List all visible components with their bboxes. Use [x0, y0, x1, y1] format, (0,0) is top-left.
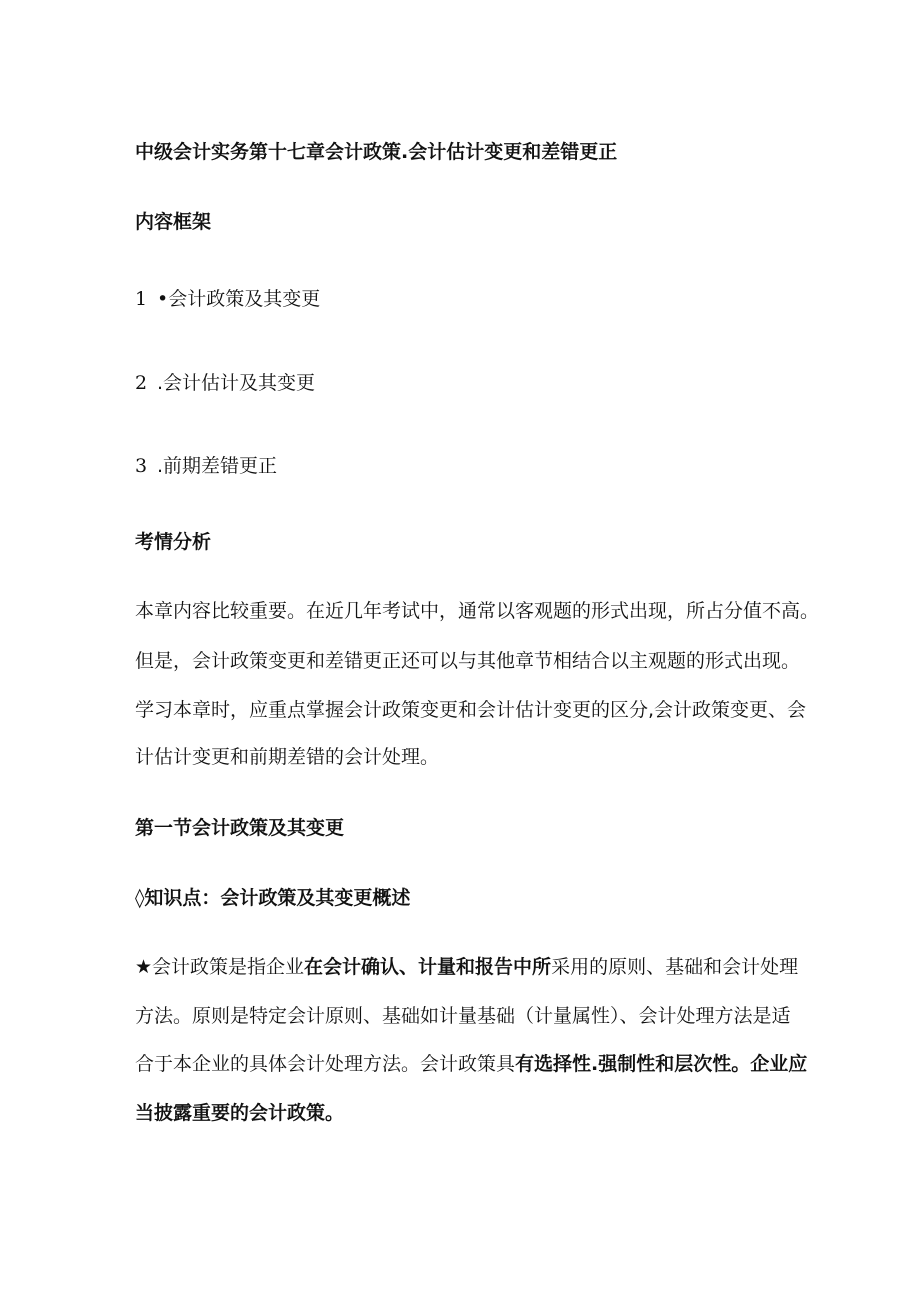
knowledge-text: ★会计政策是指企业 — [135, 956, 305, 978]
framework-heading: 内容框架 — [135, 211, 212, 233]
knowledge-line-1 — [135, 955, 798, 979]
list-number: 1 — [135, 288, 148, 310]
knowledge-line-3 — [135, 1052, 807, 1076]
list-number: 2 — [135, 372, 148, 394]
knowledge-emphasis: 有选择性.强制性和层次性。企业应 — [515, 1053, 808, 1075]
knowledge-text: 采用的原则、基础和会计处理 — [551, 956, 799, 978]
framework-item-1 — [135, 287, 320, 311]
list-text: .会计估计及其变更 — [157, 372, 316, 394]
knowledge-emphasis: 在会计确认、计量和报告中所 — [304, 956, 552, 978]
document-title: 中级会计实务第十七章会计政策.会计估计变更和差错更正 — [135, 141, 618, 163]
list-text: .前期差错更正 — [157, 455, 278, 477]
analysis-line-3: 学习本章时，应重点掌握会计政策变更和会计估计变更的区分,会计政策变更、会 — [135, 699, 807, 721]
framework-item-3 — [135, 454, 277, 478]
list-text: •会计政策及其变更 — [157, 288, 321, 310]
section1-heading: 第一节会计政策及其变更 — [135, 817, 345, 839]
analysis-heading: 考情分析 — [135, 531, 212, 553]
knowledge-heading: ◊知识点：会计政策及其变更概述 — [135, 887, 411, 909]
framework-item-2 — [135, 371, 315, 395]
knowledge-line-4: 当披露重要的会计政策。 — [135, 1102, 345, 1124]
analysis-line-2: 但是，会计政策变更和差错更正还可以与其他章节相结合以主观题的形式出现。 — [135, 650, 801, 672]
list-number: 3 — [135, 455, 148, 477]
knowledge-text: 合于本企业的具体会计处理方法。会计政策具 — [135, 1053, 516, 1075]
analysis-line-1: 本章内容比较重要。在近几年考试中，通常以客观题的形式出现，所占分值不高。 — [135, 600, 820, 622]
knowledge-line-2: 方法。原则是特定会计原则、基础如计量基础（计量属性）、会计处理方法是适 — [135, 1005, 791, 1027]
analysis-line-4: 计估计变更和前期差错的会计处理。 — [135, 746, 440, 768]
